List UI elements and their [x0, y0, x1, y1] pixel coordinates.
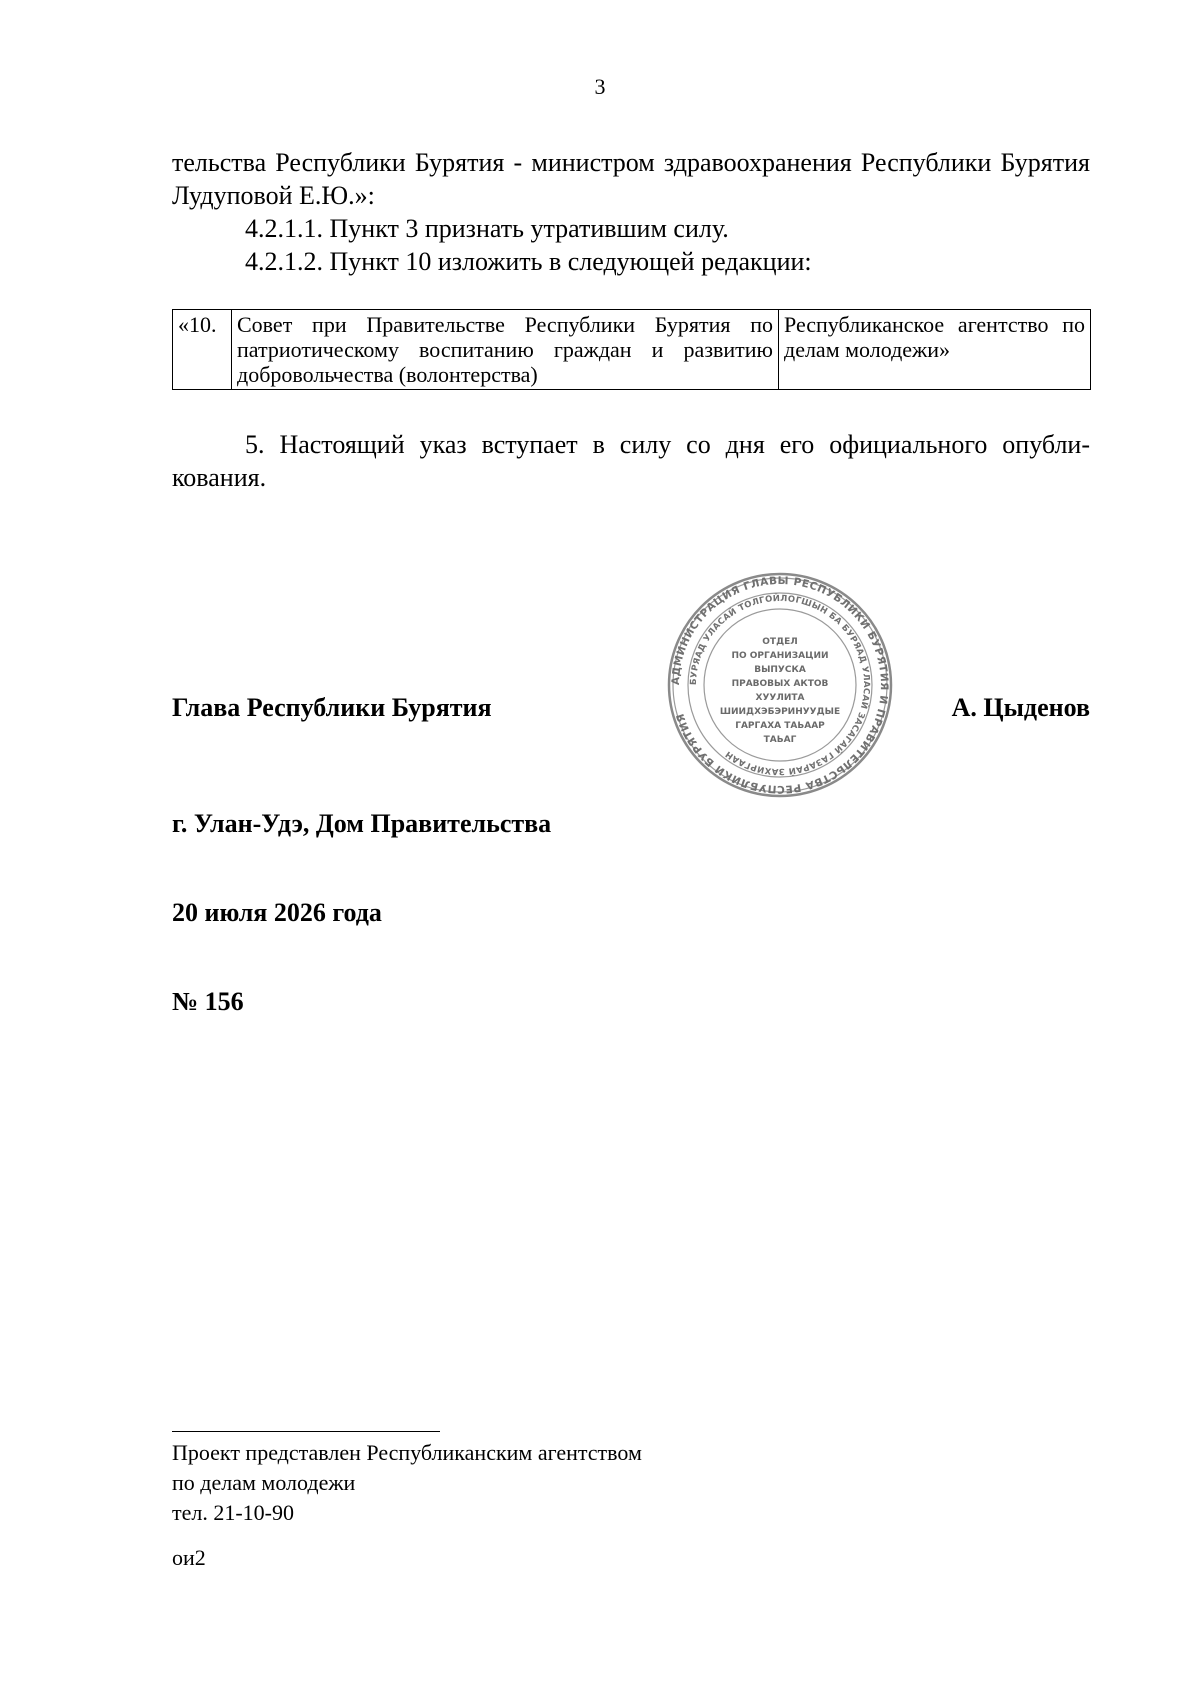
signature-name: А. Цыденов: [951, 693, 1090, 722]
seal-center-line: ПО ОРГАНИЗАЦИИ: [731, 651, 829, 661]
footnote-line-1: Проект представлен Республиканским агентством: [172, 1440, 642, 1465]
seal-center-line: ПРАВОВЫХ АКТОВ: [731, 679, 829, 689]
seal-center-line: ТАЬАГ: [763, 735, 797, 745]
seal-center-line: ШИИДХЭБЭРИНУУДЫЕ: [719, 707, 841, 717]
paragraph-item-5: 5. Настоящий указ вступает в силу со дня его официального опубли-кования.: [172, 430, 1090, 492]
footnote: [172, 1438, 642, 1528]
seal-center-line: ХУУЛИТА: [755, 693, 805, 703]
seal-center-line: ГАРГАХА ТАЬААР: [735, 721, 825, 731]
paragraph-item-4-2-1-2: 4.2.1.2. Пункт 10 изложить в следующей редакции:: [245, 247, 812, 276]
footnote-phone: тел. 21-10-90: [172, 1500, 295, 1525]
table-cell-number: «10.: [173, 310, 232, 390]
document-code: ои2: [172, 1545, 206, 1570]
official-seal-icon: [667, 572, 893, 798]
seal-center-line: ВЫПУСКА: [754, 665, 806, 675]
signature-title: Глава Республики Бурятия: [172, 693, 492, 722]
footnote-line-2: по делам молодежи: [172, 1470, 356, 1495]
signing-date: 20 июля 2026 года: [172, 898, 382, 927]
page-number: 3: [594, 74, 606, 99]
table-cell-agency: Республиканское агентство по делам молодежи»: [779, 310, 1091, 390]
paragraph-continuation: тельства Республики Бурятия - министром здравоохранения Республики Бурятия Лудуповой Е.Ю.»:: [172, 148, 1090, 210]
table-row: [173, 310, 1091, 390]
footnote-divider: [172, 1431, 440, 1432]
amendment-table: [172, 309, 1091, 390]
seal-inner-text: БУРЯАД УЛАСАЙ ТОЛГОЙЛОГШЫН БА БУРЯАД УЛАСАЙ ЗАСАГАЙ ГАЗАРАЙ ЗАХИРГААН: [688, 593, 872, 777]
table-cell-name: Совет при Правительстве Республики Бурятия по патриотическому воспитанию граждан и развитию добровольчества (волонтерства): [232, 310, 779, 390]
paragraph-item-4-2-1-1: 4.2.1.1. Пункт 3 признать утратившим силу.: [245, 214, 729, 243]
seal-outer-text: АДМИНИСТРАЦИЯ ГЛАВЫ РЕСПУБЛИКИ БУРЯТИЯ И ПРАВИТЕЛЬСТВА РЕСПУБЛИКИ БУРЯТИЯ: [669, 574, 891, 796]
document-number: № 156: [172, 987, 244, 1016]
seal-center-line: ОТДЕЛ: [762, 637, 798, 647]
signing-place: г. Улан-Удэ, Дом Правительства: [172, 809, 552, 838]
